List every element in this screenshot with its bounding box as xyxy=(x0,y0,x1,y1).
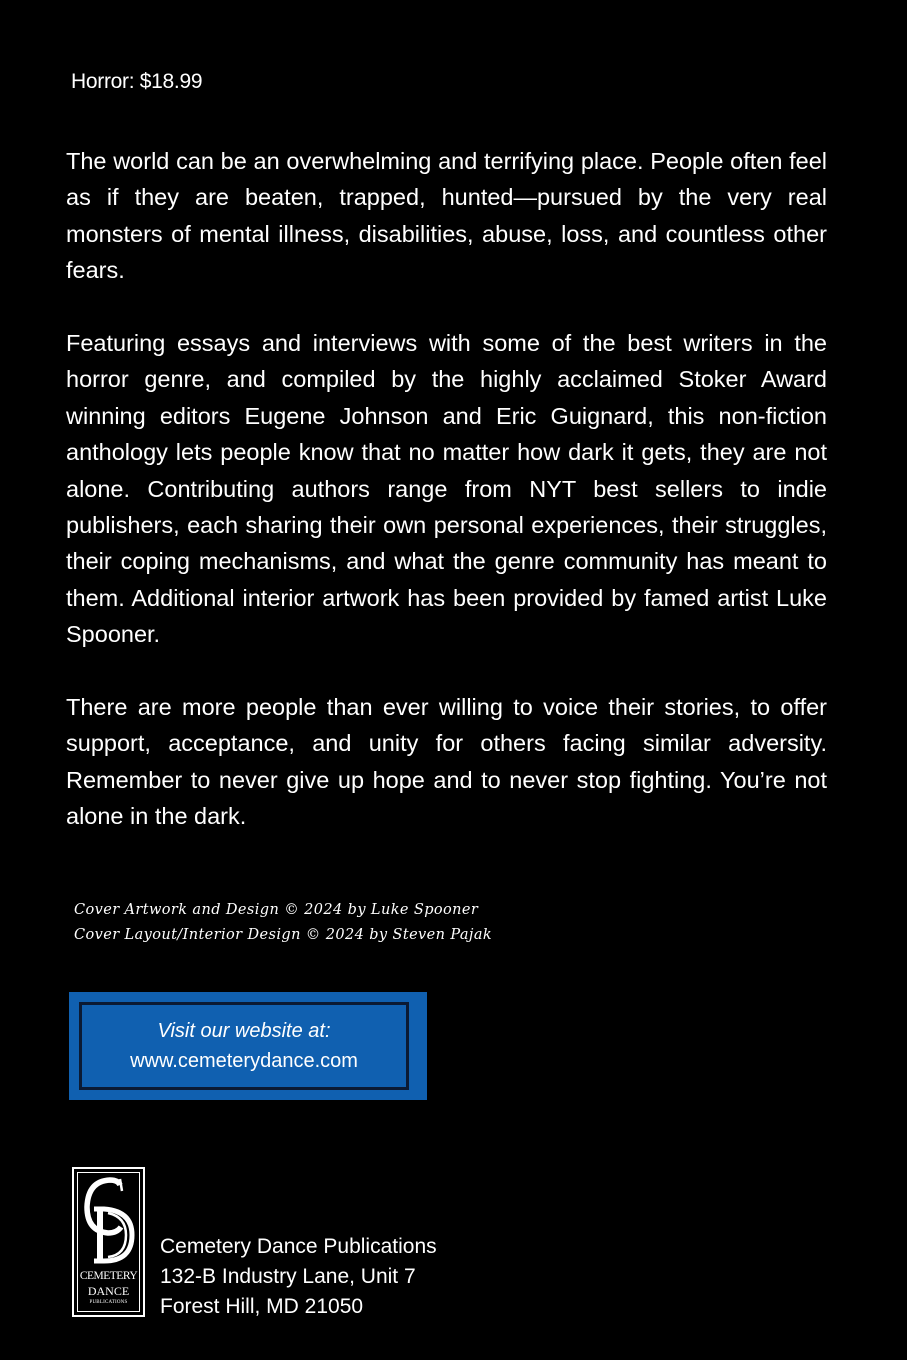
publisher-city: Forest Hill, MD 21050 xyxy=(160,1295,364,1318)
cover-artwork-credit: Cover Artwork and Design © 2024 by Luke Spooner xyxy=(74,902,479,918)
price-label: Horror: $18.99 xyxy=(71,70,203,93)
blurb-paragraph-2: Featuring essays and interviews with some of the best writers in the horror genre, and compiled by the highly acclaimed Stoker Award winning editors Eugene Johnson and Eric Guignard, this non-fiction anthology lets people know that no matter how dark it gets, they are not alone. Contributing authors range from NYT best sellers to indie publishers, each sharing their own personal experiences, their struggles, their coping mechanisms, and what the genre community has meant to them. Additional interior artwork has been provided by famed artist Luke Spooner. xyxy=(66,330,827,648)
publisher-logo xyxy=(72,1167,145,1317)
publisher-address xyxy=(160,1232,437,1322)
cover-layout-credit: Cover Layout/Interior Design © 2024 by Steven Pajak xyxy=(74,927,493,943)
website-url-link[interactable]: www.cemeterydance.com xyxy=(130,1050,358,1072)
website-text xyxy=(69,0,419,1360)
logo-word-publications: PUBLICATIONS xyxy=(89,1300,128,1305)
logo-word-dance: DANCE xyxy=(87,1284,130,1298)
blurb-paragraph-3: There are more people than ever willing to voice their stories, to offer support, acceptance, and unity for others facing similar adversity. Remember to never give up hope and to never stop fighting. You’re not alone in the dark. xyxy=(66,694,827,830)
website-prompt: Visit our website at: xyxy=(157,1020,331,1042)
logo-word-cemetery: CEMETERY xyxy=(79,1270,138,1282)
publisher-street: 132-B Industry Lane, Unit 7 xyxy=(160,1265,416,1288)
blurb-paragraph-1: The world can be an overwhelming and terrifying place. People often feel as if they are beaten, trapped, hunted—pursued by the very real monsters of mental illness, disabilities, abuse, loss, and countless other fears. xyxy=(66,148,827,284)
publisher-name: Cemetery Dance Publications xyxy=(160,1235,437,1258)
